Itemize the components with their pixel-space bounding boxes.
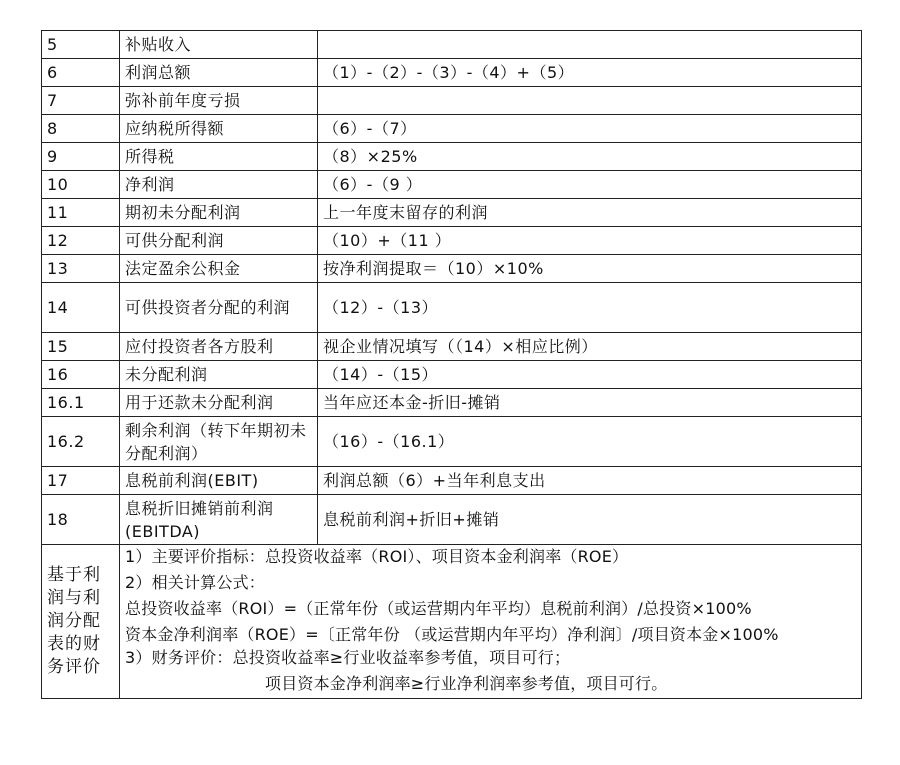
financial-table [41,30,862,699]
evaluation-line-assessment: 3）财务评价：总投资收益率≥行业收益率参考值，项目可行； [125,648,571,667]
table-row [42,87,862,115]
row-formula: 上一年度末留存的利润 [318,199,862,227]
table-row [42,467,862,495]
table-row [42,389,862,417]
table-row [42,31,862,59]
evaluation-content [120,545,862,699]
table-row [42,227,862,255]
row-item: 剩余利润（转下年期初未分配利润） [120,417,318,467]
row-number: 17 [42,467,120,495]
row-item: 应付投资者各方股利 [120,333,318,361]
table-row [42,59,862,87]
table-row [42,361,862,389]
row-number: 16 [42,361,120,389]
row-item: 息税前利润(EBIT) [120,467,318,495]
row-number: 15 [42,333,120,361]
evaluation-line-indicators: 1）主要评价指标：总投资收益率（ROI）、项目资本金利润率（ROE） [125,547,629,566]
row-number: 10 [42,171,120,199]
row-number: 16.1 [42,389,120,417]
row-number: 5 [42,31,120,59]
row-number: 14 [42,283,120,333]
table-row [42,199,862,227]
row-formula: （12）-（13） [318,283,862,333]
row-item: 弥补前年度亏损 [120,87,318,115]
evaluation-line-assessment-cont: 项目资本金净利润率≥行业净利润率参考值，项目可行。 [265,674,668,693]
row-formula [318,87,862,115]
row-item: 息税折旧摊销前利润(EBITDA) [120,495,318,545]
row-item: 期初未分配利润 [120,199,318,227]
table-row [42,115,862,143]
row-formula: 息税前利润+折旧+摊销 [318,495,862,545]
row-formula: （8）×25% [318,143,862,171]
table-row [42,171,862,199]
row-item: 法定盈余公积金 [120,255,318,283]
row-number: 12 [42,227,120,255]
table-row [42,283,862,333]
row-item: 利润总额 [120,59,318,87]
row-number: 13 [42,255,120,283]
row-formula [318,31,862,59]
row-item: 补贴收入 [120,31,318,59]
row-item: 所得税 [120,143,318,171]
row-item: 用于还款未分配利润 [120,389,318,417]
table-row [42,143,862,171]
evaluation-line-roi: 总投资收益率（ROI）=（正常年份（或运营期内年平均）息税前利润）/总投资×100% [125,599,752,618]
evaluation-label: 基于利润与利润分配表的财务评价 [42,545,120,699]
row-formula: （6）-（7） [318,115,862,143]
row-item: 净利润 [120,171,318,199]
row-number: 7 [42,87,120,115]
row-formula: （1）-（2）-（3）-（4）+（5） [318,59,862,87]
row-formula: （6）-（9 ） [318,171,862,199]
row-formula: 当年应还本金-折旧-摊销 [318,389,862,417]
row-item: 可供投资者分配的利润 [120,283,318,333]
row-number: 18 [42,495,120,545]
row-formula: 视企业情况填写（（14）×相应比例） [318,333,862,361]
row-formula: （14）-（15） [318,361,862,389]
row-item: 应纳税所得额 [120,115,318,143]
row-number: 9 [42,143,120,171]
table-row [42,495,862,545]
row-formula: 按净利润提取＝（10）×10% [318,255,862,283]
table-row [42,333,862,361]
row-number: 8 [42,115,120,143]
row-item: 可供分配利润 [120,227,318,255]
row-formula: （16）-（16.1） [318,417,862,467]
row-number: 6 [42,59,120,87]
row-formula: （10）+（11 ） [318,227,862,255]
table-row [42,255,862,283]
row-item: 未分配利润 [120,361,318,389]
row-number: 16.2 [42,417,120,467]
evaluation-row [42,545,862,699]
row-formula: 利润总额（6）+当年利息支出 [318,467,862,495]
evaluation-line-roe: 资本金净利润率（ROE）=〔正常年份 （或运营期内年平均）净利润〕/项目资本金×100% [125,625,779,644]
evaluation-line-formulas-heading: 2）相关计算公式： [125,573,265,592]
table-row [42,417,862,467]
row-number: 11 [42,199,120,227]
